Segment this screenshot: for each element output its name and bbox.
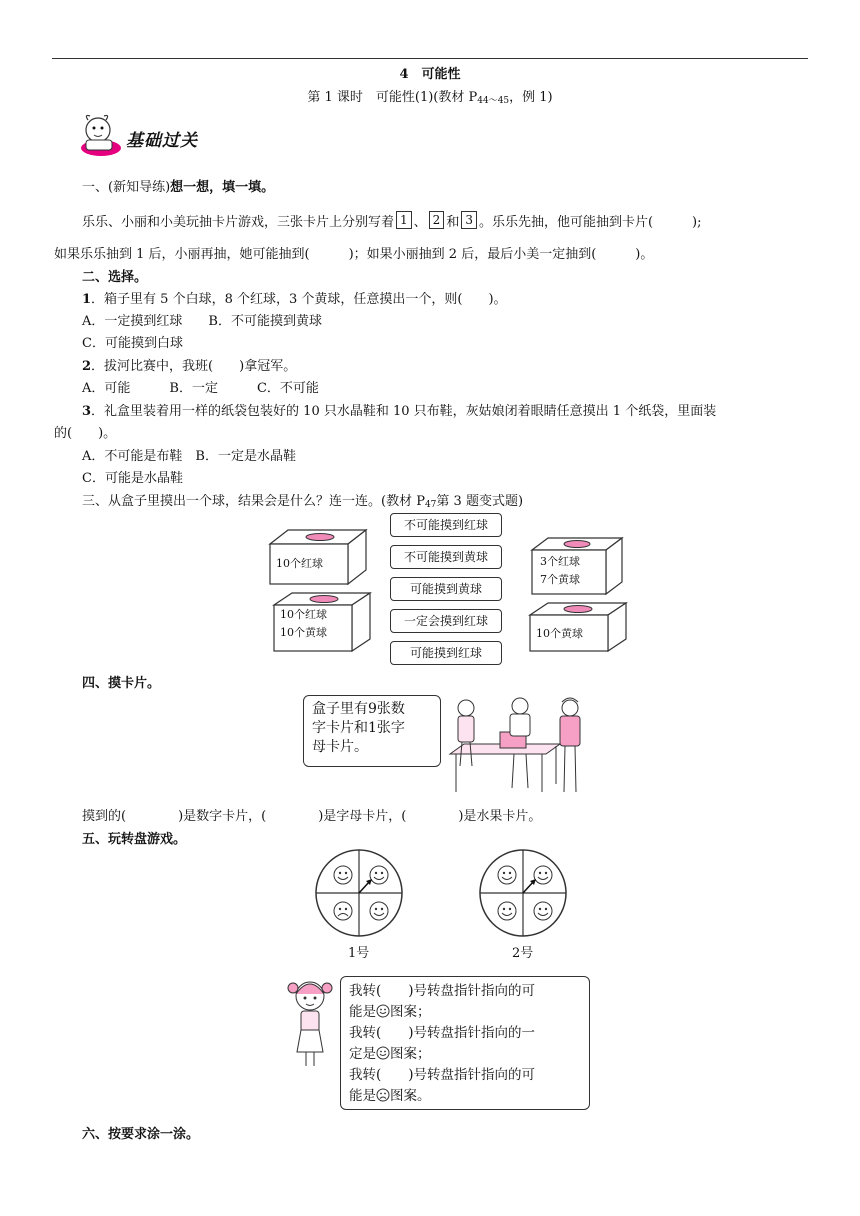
smile-face-icon (376, 1004, 390, 1018)
q2-problem-3-cont: 的( )。 (54, 426, 117, 441)
ball-box-1 (268, 528, 368, 588)
statement-2-line-1: 我转( )号转盘指针指向的一 (349, 1025, 536, 1041)
girl-illustration (284, 978, 336, 1070)
match-option-5[interactable]: 可能摸到红球 (390, 641, 502, 665)
q2-problem-1: 1．箱子里有 5 个白球，8 个红球，3 个黄球，任意摸出一个，则( )。 (82, 292, 507, 307)
spinner-2-label: 2号 (512, 946, 534, 961)
statement-2-line-2: 定是 图案； (349, 1046, 431, 1062)
match-option-4[interactable]: 一定会摸到红球 (390, 609, 502, 633)
box-1-label: 10个红球 (276, 557, 323, 570)
q2-problem-3: 3．礼盒里装着用一样的纸袋包装好的 10 只水晶鞋和 10 只布鞋，灰姑娘闭着眼睛任意摸出 1 个纸袋，里面装 (82, 404, 717, 419)
ball-box-4 (528, 601, 628, 653)
spinner-statements-box (340, 976, 590, 1110)
lesson-subtitle: 第 1 课时 可能性(1)(教材 $P_{44\sim 45}$，例 1) (307, 90, 553, 106)
spinner-1[interactable] (314, 848, 404, 960)
q2-problem-3-options-ab: A．不可能是布鞋 B．一定是水晶鞋 (82, 449, 296, 464)
q2-problem-1-options-ab: A．一定摸到红球 B．不可能摸到黄球 (82, 314, 322, 329)
banner-title: 基础过关 (126, 131, 198, 151)
q4-heading: 四、摸卡片。 (82, 676, 161, 691)
q1-line2: 如果乐乐抽到 1 后，小丽再抽，她可能抽到( )；如果小丽抽到 2 后，最后小美一定抽到( )。 (54, 247, 654, 262)
match-option-2[interactable]: 不可能摸到黄球 (390, 545, 502, 569)
statement-3-line-2: 能是 图案。 (349, 1088, 431, 1104)
children-table-illustration (438, 696, 598, 796)
q2-problem-2-options: A．可能 B．一定 C．不可能 (82, 381, 319, 396)
bubble-line-1: 盒子里有9张数 (312, 701, 405, 717)
sad-face-icon (376, 1088, 390, 1102)
spinner-1-label: 1号 (348, 946, 370, 961)
q3-heading: 三、从盒子里摸出一个球，结果会是什么？连一连。(教材 $P_{47}$第 3 题变式题) (82, 494, 524, 510)
box-2-label-1: 10个红球 (280, 608, 327, 621)
section-banner (76, 112, 216, 162)
spinner-2-dial (478, 848, 568, 938)
box-4-label: 10个黄球 (536, 627, 583, 640)
q2-problem-3-option-c: C．可能是水晶鞋 (82, 471, 183, 486)
ball-box-2 (272, 591, 372, 653)
statement-1-line-1: 我转( )号转盘指针指向的可 (349, 983, 536, 999)
card-1: 1 (396, 211, 412, 229)
q2-problem-1-option-c: C．可能摸到白球 (82, 336, 183, 351)
q2-problem-2: 2．拔河比赛中，我班( )拿冠军。 (82, 359, 297, 374)
match-option-3[interactable]: 可能摸到黄球 (390, 577, 502, 601)
match-option-1[interactable]: 不可能摸到红球 (390, 513, 502, 537)
header-rule (52, 58, 808, 59)
bubble-line-3: 母卡片。 (312, 739, 368, 755)
kids-at-table-icon (438, 696, 598, 796)
statement-1-line-2: 能是 图案； (349, 1004, 431, 1020)
q1-line1: 乐乐、小丽和小美玩抽卡片游戏，三张卡片上分别写着 1 、 2 和 3 。乐乐先抽，他可能抽到卡片( ); (82, 213, 702, 230)
statement-3-line-1: 我转( )号转盘指针指向的可 (349, 1067, 536, 1083)
card-speech-bubble (303, 695, 441, 767)
spinner-1-dial (314, 848, 404, 938)
q4-answer-line: 摸到的( )是数字卡片，( )是字母卡片，( )是水果卡片。 (82, 809, 542, 824)
q6-heading: 六、按要求涂一涂。 (82, 1127, 200, 1142)
smile-face-icon (376, 1046, 390, 1060)
ball-box-3 (530, 536, 624, 596)
q5-heading: 五、玩转盘游戏。 (82, 832, 187, 847)
spinner-2[interactable] (478, 848, 568, 960)
card-2: 2 (429, 211, 445, 229)
girl-icon (284, 978, 336, 1070)
bubble-line-2: 字卡片和1张字 (312, 720, 405, 736)
card-3: 3 (461, 211, 477, 229)
box-3-label-1: 3个红球 (540, 555, 580, 568)
q2-heading: 二、选择。 (82, 270, 148, 285)
lesson-title: 4 可能性 (399, 67, 461, 82)
box-2-label-2: 10个黄球 (280, 626, 327, 639)
box-3-label-2: 7个黄球 (540, 573, 580, 586)
q1-heading: 一、(新知导练)想一想，填一填。 (82, 180, 275, 195)
